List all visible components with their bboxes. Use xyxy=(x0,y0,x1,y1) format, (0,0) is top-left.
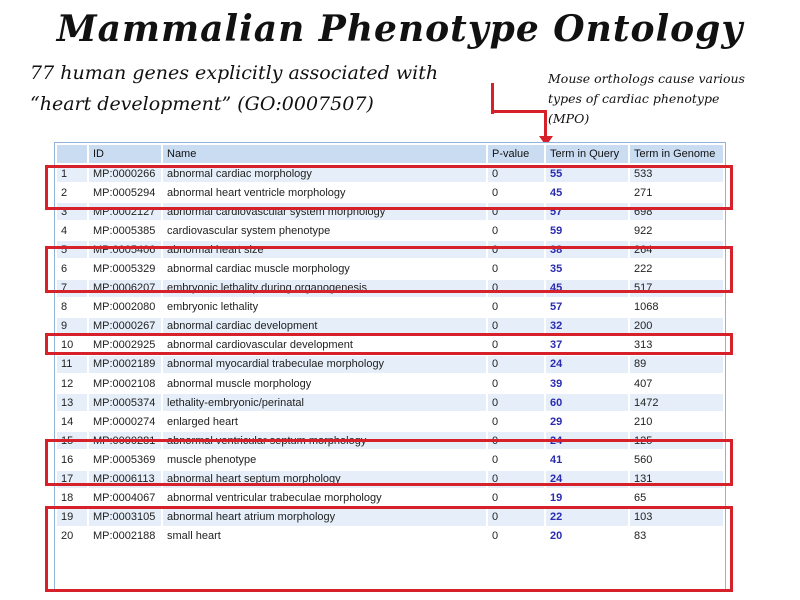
cell-row-index: 13 xyxy=(57,394,87,411)
cell-term-in-genome: 210 xyxy=(630,413,723,430)
cell-p-value: 0 xyxy=(488,509,544,526)
cell-term-name: abnormal heart size xyxy=(163,241,486,258)
table-row[interactable] xyxy=(57,356,723,373)
cell-p-value: 0 xyxy=(488,471,544,488)
cell-row-index: 7 xyxy=(57,280,87,297)
cell-term-id: MP:0000274 xyxy=(89,413,161,430)
cell-term-name: abnormal heart atrium morphology xyxy=(163,509,486,526)
cell-term-id: MP:0002127 xyxy=(89,203,161,220)
cell-term-in-query[interactable]: 60 xyxy=(546,394,628,411)
col-header-term-in-genome[interactable]: Term in Genome xyxy=(630,145,723,163)
cell-term-name: abnormal cardiac muscle morphology xyxy=(163,260,486,277)
cell-term-id: MP:0003105 xyxy=(89,509,161,526)
cell-term-name: abnormal cardiovascular system morphology xyxy=(163,203,486,220)
cell-term-in-genome: 271 xyxy=(630,184,723,201)
highlight-box xyxy=(45,333,733,355)
col-header-name[interactable]: Name xyxy=(163,145,486,163)
cell-row-index: 10 xyxy=(57,337,87,354)
highlight-box xyxy=(45,246,733,293)
cell-p-value: 0 xyxy=(488,356,544,373)
cell-term-in-query[interactable]: 37 xyxy=(546,337,628,354)
cell-term-name: abnormal heart septum morphology xyxy=(163,471,486,488)
cell-term-in-genome: 83 xyxy=(630,528,723,545)
cell-term-in-genome: 222 xyxy=(630,260,723,277)
cell-p-value: 0 xyxy=(488,280,544,297)
cell-row-index: 15 xyxy=(57,432,87,449)
cell-row-index: 20 xyxy=(57,528,87,545)
cell-term-id: MP:0005369 xyxy=(89,451,161,468)
cell-row-index: 14 xyxy=(57,413,87,430)
cell-p-value: 0 xyxy=(488,184,544,201)
cell-term-id: MP:0004067 xyxy=(89,490,161,507)
cell-p-value: 0 xyxy=(488,432,544,449)
table-row[interactable] xyxy=(57,299,723,316)
cell-term-id: MP:0005385 xyxy=(89,222,161,239)
cell-term-in-genome: 560 xyxy=(630,451,723,468)
cell-term-in-query[interactable]: 20 xyxy=(546,528,628,545)
cell-term-name: embryonic lethality xyxy=(163,299,486,316)
cell-term-in-query[interactable]: 19 xyxy=(546,490,628,507)
cell-term-in-genome: 517 xyxy=(630,280,723,297)
annotation-note: Mouse orthologs cause various types of cardiac phenotype (MPO) xyxy=(548,71,745,126)
table-row[interactable] xyxy=(57,413,723,430)
cell-row-index: 2 xyxy=(57,184,87,201)
col-header-term-in-query[interactable]: Term in Query xyxy=(546,145,628,163)
cell-row-index: 6 xyxy=(57,260,87,277)
cell-term-in-genome: 65 xyxy=(630,490,723,507)
cell-term-in-query[interactable]: 35 xyxy=(546,260,628,277)
cell-term-id: MP:0002108 xyxy=(89,375,161,392)
cell-p-value: 0 xyxy=(488,299,544,316)
cell-row-index: 4 xyxy=(57,222,87,239)
cell-row-index: 12 xyxy=(57,375,87,392)
cell-term-in-query[interactable]: 22 xyxy=(546,509,628,526)
cell-term-in-genome: 125 xyxy=(630,432,723,449)
cell-term-name: embryonic lethality during organogenesis xyxy=(163,280,486,297)
cell-term-id: MP:0006113 xyxy=(89,471,161,488)
col-header-index[interactable] xyxy=(57,145,87,163)
cell-term-in-genome: 200 xyxy=(630,318,723,335)
table-row[interactable] xyxy=(57,490,723,507)
cell-p-value: 0 xyxy=(488,528,544,545)
cell-term-in-genome: 698 xyxy=(630,203,723,220)
arrow-connector xyxy=(491,110,547,113)
highlight-box xyxy=(45,439,733,486)
cell-term-id: MP:0000281 xyxy=(89,432,161,449)
cell-term-id: MP:0002925 xyxy=(89,337,161,354)
cell-term-in-query[interactable]: 57 xyxy=(546,203,628,220)
cell-term-in-query[interactable]: 45 xyxy=(546,280,628,297)
cell-row-index: 16 xyxy=(57,451,87,468)
cell-row-index: 18 xyxy=(57,490,87,507)
cell-term-in-genome: 407 xyxy=(630,375,723,392)
col-header-id[interactable]: ID xyxy=(89,145,161,163)
cell-p-value: 0 xyxy=(488,490,544,507)
cell-term-name: lethality-embryonic/perinatal xyxy=(163,394,486,411)
cell-p-value: 0 xyxy=(488,260,544,277)
table-header-row xyxy=(57,145,723,163)
cell-term-id: MP:0002188 xyxy=(89,528,161,545)
cell-term-id: MP:0000267 xyxy=(89,318,161,335)
cell-p-value: 0 xyxy=(488,318,544,335)
cell-p-value: 0 xyxy=(488,337,544,354)
table-row[interactable] xyxy=(57,394,723,411)
cell-term-in-genome: 264 xyxy=(630,241,723,258)
cell-term-in-query[interactable]: 39 xyxy=(546,375,628,392)
cell-term-in-query[interactable]: 24 xyxy=(546,432,628,449)
cell-term-id: MP:0000266 xyxy=(89,165,161,182)
cell-term-in-query[interactable]: 38 xyxy=(546,241,628,258)
cell-term-in-genome: 103 xyxy=(630,509,723,526)
cell-row-index: 11 xyxy=(57,356,87,373)
cell-term-in-query[interactable]: 24 xyxy=(546,356,628,373)
col-header-pvalue[interactable]: P-value xyxy=(488,145,544,163)
cell-term-in-genome: 533 xyxy=(630,165,723,182)
slide-title: Mammalian Phenotype Ontology xyxy=(56,8,744,50)
table-row[interactable] xyxy=(57,222,723,239)
cell-term-in-query[interactable]: 45 xyxy=(546,184,628,201)
cell-term-name: small heart xyxy=(163,528,486,545)
cell-term-in-query[interactable]: 57 xyxy=(546,299,628,316)
table-row[interactable] xyxy=(57,375,723,392)
cell-term-name: cardiovascular system phenotype xyxy=(163,222,486,239)
cell-term-in-genome: 313 xyxy=(630,337,723,354)
cell-p-value: 0 xyxy=(488,413,544,430)
cell-term-id: MP:0005329 xyxy=(89,260,161,277)
cell-term-in-genome: 131 xyxy=(630,471,723,488)
cell-p-value: 0 xyxy=(488,394,544,411)
cell-term-id: MP:0005294 xyxy=(89,184,161,201)
cell-term-in-query[interactable]: 41 xyxy=(546,451,628,468)
cell-term-name: abnormal ventricular trabeculae morphology xyxy=(163,490,486,507)
cell-term-name: abnormal ventricular septum morphology xyxy=(163,432,486,449)
cell-row-index: 17 xyxy=(57,471,87,488)
cell-term-in-genome: 1068 xyxy=(630,299,723,316)
cell-term-name: abnormal heart ventricle morphology xyxy=(163,184,486,201)
cell-term-in-query[interactable]: 32 xyxy=(546,318,628,335)
cell-term-id: MP:0006207 xyxy=(89,280,161,297)
cell-row-index: 8 xyxy=(57,299,87,316)
highlight-box xyxy=(45,165,733,210)
cell-term-id: MP:0005374 xyxy=(89,394,161,411)
cell-p-value: 0 xyxy=(488,241,544,258)
cell-term-in-genome: 922 xyxy=(630,222,723,239)
cell-term-in-query[interactable]: 59 xyxy=(546,222,628,239)
cell-term-in-query[interactable]: 29 xyxy=(546,413,628,430)
cell-term-in-query[interactable]: 24 xyxy=(546,471,628,488)
cell-row-index: 9 xyxy=(57,318,87,335)
cell-term-name: muscle phenotype xyxy=(163,451,486,468)
cell-p-value: 0 xyxy=(488,375,544,392)
cell-p-value: 0 xyxy=(488,222,544,239)
cell-term-id: MP:0002189 xyxy=(89,356,161,373)
cell-term-name: abnormal cardiac development xyxy=(163,318,486,335)
cell-term-name: abnormal cardiac morphology xyxy=(163,165,486,182)
cell-term-name: abnormal cardiovascular development xyxy=(163,337,486,354)
cell-term-id: MP:0002080 xyxy=(89,299,161,316)
slide-subtitle: 77 human genes explicitly associated with “heart development” (GO:0007507) xyxy=(30,62,439,115)
highlight-box xyxy=(45,506,733,592)
cell-p-value: 0 xyxy=(488,165,544,182)
cell-row-index: 1 xyxy=(57,165,87,182)
cell-term-name: abnormal muscle morphology xyxy=(163,375,486,392)
cell-term-in-genome: 1472 xyxy=(630,394,723,411)
cell-term-name: abnormal myocardial trabeculae morphology xyxy=(163,356,486,373)
cell-term-name: enlarged heart xyxy=(163,413,486,430)
cell-term-in-genome: 89 xyxy=(630,356,723,373)
cell-p-value: 0 xyxy=(488,203,544,220)
cell-term-in-query[interactable]: 55 xyxy=(546,165,628,182)
cell-term-id: MP:0005406 xyxy=(89,241,161,258)
cell-row-index: 3 xyxy=(57,203,87,220)
cell-p-value: 0 xyxy=(488,451,544,468)
cell-row-index: 19 xyxy=(57,509,87,526)
cell-row-index: 5 xyxy=(57,241,87,258)
